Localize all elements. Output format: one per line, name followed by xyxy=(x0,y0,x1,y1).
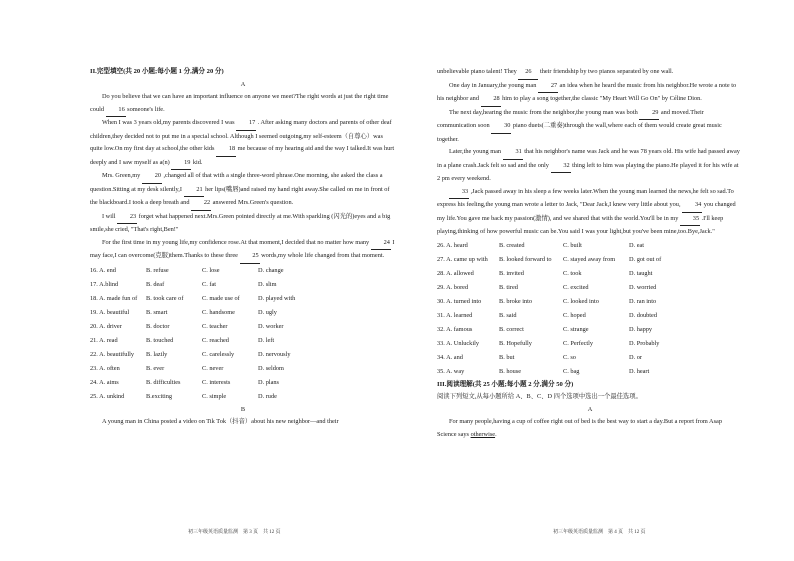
blank-21: 21 xyxy=(184,184,204,198)
option-row: 18. A. made fun of B. took care of C. made use of D. played with xyxy=(90,294,296,302)
option-row: 28. A. allowed B. invited C. took D. taught xyxy=(437,269,653,277)
option-row: 25. A. unkind B.exciting C. simple D. rude xyxy=(90,392,277,400)
passage-paragraph: 33 ,Jack passed away in his sleep a few weeks later.When the young man learned the news,he felt so sad.To express his feeling,the young man wrote a letter to Jack, "Dear Jack,I knew very little about you, 34 you changed my life.You gave me back my passion(激情), and we shared that with the world.You'll be in my 35 .I'll keep playing,thinking of how powerful music can be.You said I was your light,but you've been mine,too.Bye,Jack." xyxy=(437,187,736,235)
passage-paragraph: For the first time in my young life,my confidence rose.At that moment,I decided that no matter how many 24 I may face,I can overcome(克服)them.Thanks to these three 25 words,my whole life changed from that moment. xyxy=(90,237,396,264)
blank-33: 33 xyxy=(449,186,469,200)
passage-paragraph: The next day,hearing the music from the neighbor,the young man was both 29 and moved.Their communication soon 30 piano duets(二重奏)through the wall,where each of them would create great music together. xyxy=(437,108,722,143)
option-row: 35. A. way B. house C. bag D. heart xyxy=(437,367,650,375)
blank-31: 31 xyxy=(503,146,523,160)
passage-paragraph: One day in January,the young man 27 an idea when he heard the music from his neighbor.He wrote a note to his neighbor and 28 him to play a song together,the classic "My Heart Will Go On" by Céline Dion. xyxy=(437,80,743,107)
passage-paragraph: unbelievable piano talent! They 26 their friendship by two pianos separated by one wall. xyxy=(437,66,743,80)
option-row: 24. A. aims B. difficulties C. interests D. plans xyxy=(90,378,279,386)
option-row: 33. A. Unluckily B. Hopefully C. Perfectly D. Probably xyxy=(437,339,660,347)
option-row: 32. A. famous B. correct C. strange D. happy xyxy=(437,325,653,333)
passage-paragraph: A young man in China posted a video on Tik Tok（抖音）about his new neighbor—and their xyxy=(102,418,339,425)
blank-25: 25 xyxy=(240,250,260,264)
option-row: 21. A. read B. touched C. reached D. left xyxy=(90,336,275,344)
blank-19: 19 xyxy=(171,157,191,171)
passage-paragraph: I will 23 forget what happened next.Mrs.Green pointed directly at me.With sparkling (闪光的)eyes and a big smile,she cried, "That's right,Ben!" xyxy=(90,212,391,233)
blank-26: 26 xyxy=(518,66,538,80)
blank-30: 30 xyxy=(491,120,511,134)
option-row: 31. A. learned B. said C. hoped D. doubted xyxy=(437,311,657,319)
option-row: 23. A. often B. ever C. never D. seldom xyxy=(90,364,284,372)
blank-27: 27 xyxy=(538,80,558,94)
blank-34: 34 xyxy=(682,199,702,213)
option-row: 16. A. end B. refuse C. lose D. change xyxy=(90,266,284,274)
options-list xyxy=(90,264,396,404)
part-a-label: A xyxy=(240,80,246,88)
page-footer: 初三年级英语质量监测 第 4 页 共 12 页 xyxy=(553,530,646,535)
passage-paragraph: When I was 3 years old,my parents discovered I was 17 . After asking many doctors and parents of other deaf children,they decided not to put me in a special school. Although I seemed outgoing,my self-esteem（自尊心）was quite low.On my first day at school,the other kids 18 me because of my hearing aid and the way I talked.It was hurt deeply and I saw myself as a(n) 19 kid. xyxy=(90,117,396,170)
page-footer: 初三年级英语质量监测 第 3 页 共 12 页 xyxy=(188,530,281,535)
part-a-label: A xyxy=(587,405,593,413)
blank-17: 17 xyxy=(236,117,256,131)
blank-32: 32 xyxy=(551,160,571,174)
blank-24: 24 xyxy=(371,237,391,251)
right-column xyxy=(437,66,743,441)
left-column xyxy=(90,66,396,429)
option-row: 20. A. driver B. doctor C. teacher D. worker xyxy=(90,322,284,330)
passage-paragraph: Mrs. Green,my 20 ,changed all of that with a single three-word phrase.One morning, she asked the class a question.Sitting at my desk silently,I 21 her lips(嘴唇)and raised my hand right away.She called on me in front of the blackboard.I took a deep breath and 22 answered Mrs.Green's question. xyxy=(90,170,396,211)
option-row: 17. A.blind B. deaf C. fat D. slim xyxy=(90,280,277,288)
section-title-reading: III.阅读理解(共 25 小题;每小题 2 分,满分 50 分) xyxy=(437,380,574,388)
blank-16: 16 xyxy=(106,104,126,118)
blank-35: 35 xyxy=(680,213,700,227)
section-title-cloze: II.完型填空(共 20 小题;每小题 1 分,满分 20 分) xyxy=(90,68,224,75)
option-row: 22. A. beautifully B. lazily C. carelessly D. nervously xyxy=(90,350,291,358)
option-row: 29. A. bored B. tired C. excited D. worried xyxy=(437,283,657,291)
blank-28: 28 xyxy=(481,93,501,107)
part-b-label: B xyxy=(240,405,246,413)
blank-23: 23 xyxy=(117,211,137,225)
passage-paragraph: Do you believe that we can have an important influence on anyone we meet?The right words at just the right time could 16 someone's life. xyxy=(90,91,396,117)
option-row: 19. A. beautiful B. smart C. handsome D. ugly xyxy=(90,308,277,316)
blank-18: 18 xyxy=(216,143,236,157)
passage-paragraph: Later,the young man 31 that his neighbor's name was Jack and he was 78 years old. His wife had passed away in a plane crash.Jack felt so sad and the only 32 thing left to him was playing the piano.He played it for his wife at 2 pm every weekend. xyxy=(437,148,740,182)
underlined-word: otherwise xyxy=(470,430,496,438)
passage-paragraph: For many people,having a cup of coffee right out of bed is the best way to start a day.But a report from Asap Science says otherwise. xyxy=(437,418,722,438)
blank-29: 29 xyxy=(639,107,659,121)
option-row: 30. A. turned into B. broke into C. looked into D. ran into xyxy=(437,297,657,305)
section-instructions: 阅读下列短文,从每小题所给 A、B、C、D 四个选项中选出一个最佳选项。 xyxy=(437,393,642,400)
option-row: 27. A. came up with B. looked forward to C. stayed away from D. got out of xyxy=(437,255,662,263)
options-list xyxy=(437,239,743,379)
option-row: 34. A. and B. but C. so D. or xyxy=(437,353,642,361)
option-row: 26. A. heard B. created C. built D. eat xyxy=(437,241,645,249)
blank-20: 20 xyxy=(142,170,162,184)
blank-22: 22 xyxy=(191,197,211,211)
